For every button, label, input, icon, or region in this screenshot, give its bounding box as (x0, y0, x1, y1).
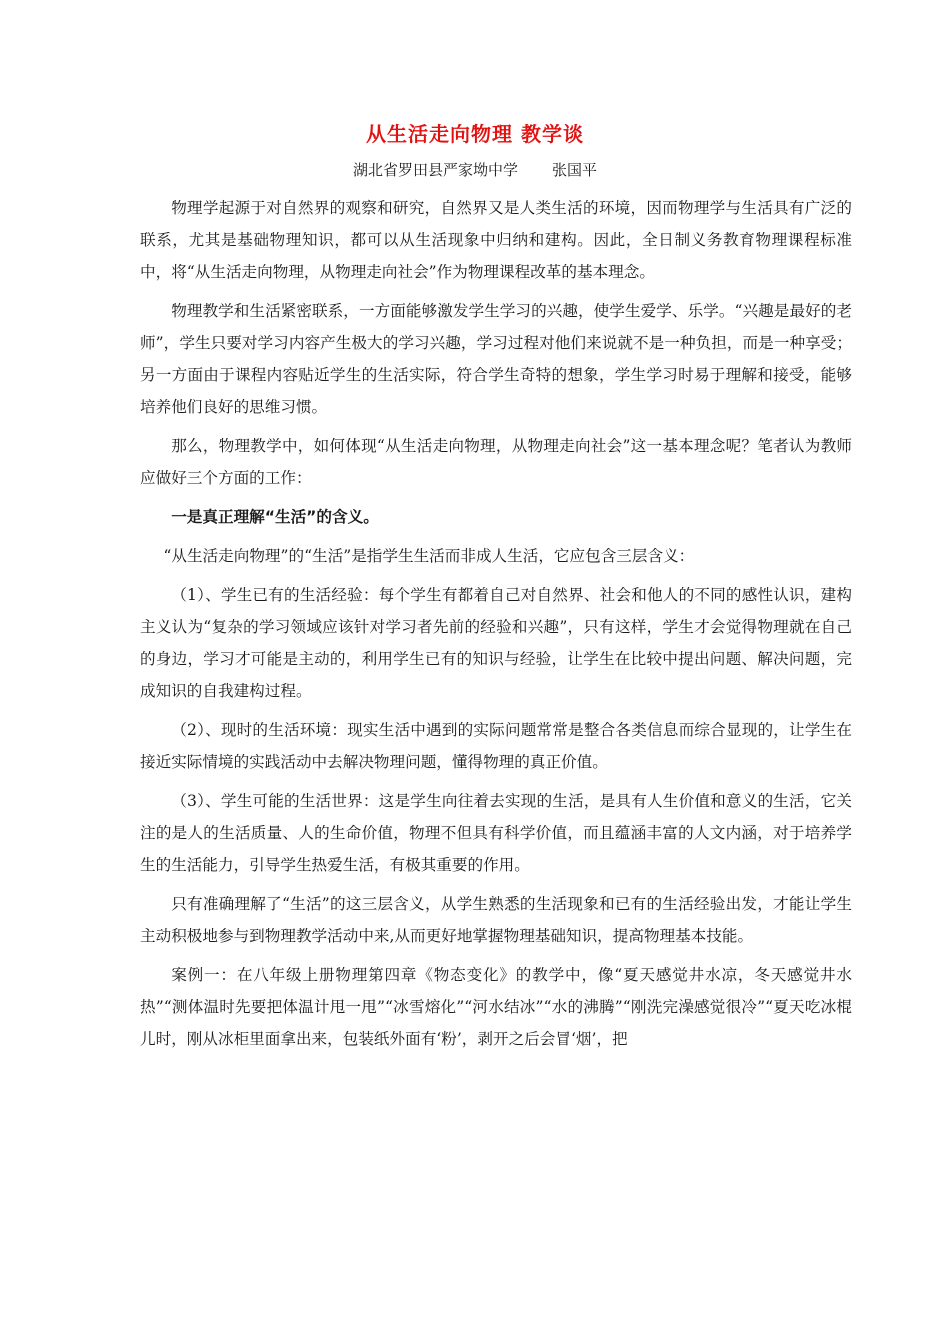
list-item: （2）、现时的生活环境：现实生活中遇到的实际问题常常是整合各类信息而综合显现的，让学生在接近实际情境的实践活动中去解决物理问题，懂得物理的真正价值。 (140, 721, 852, 771)
document-title: 从生活走向物理 教学谈 (366, 122, 584, 146)
paragraph: 物理学起源于对自然界的观察和研究，自然界又是人类生活的环境，因而物理学与生活具有广泛的联系，尤其是基础物理知识，都可以从生活现象中归纳和建构。因此，全日制义务教育物理课程标准中，将“从生活走向物理，从物理走向社会”作为物理课程改革的基本理念。 (140, 199, 852, 281)
author-name: 张国平 (552, 161, 598, 179)
author-school: 湖北省罗田县严家坳中学 (352, 161, 518, 179)
author-line (0, 159, 950, 180)
paragraph: 案例一：在八年级上册物理第四章《物态变化》的教学中，像“夏天感觉井水凉，冬天感觉井水热”“测体温时先要把体温计甩一甩”“冰雪熔化”“河水结冰”“水的沸腾”“刚洗完澡感觉很冷”“夏天吃冰棍儿时，刚从冰柜里面拿出来，包装纸外面有‘粉’，剥开之后会冒‘烟’，把 (140, 966, 852, 1048)
list-item: （1）、学生已有的生活经验：每个学生有都着自己对自然界、社会和他人的不同的感性认识，建构主义认为“复杂的学习领域应该针对学习者先前的经验和兴趣”，只有这样，学生才会觉得物理就在自己的身边，学习才可能是主动的，利用学生已有的知识与经验，让学生在比较中提出问题、解决问题，完成知识的自我建构过程。 (140, 586, 852, 700)
paragraph: 那么，物理教学中，如何体现“从生活走向物理，从物理走向社会”这一基本理念呢？笔者认为教师应做好三个方面的工作： (140, 437, 852, 487)
list-item: （3）、学生可能的生活世界：这是学生向往着去实现的生活，是具有人生价值和意义的生活，它关注的是人的生活质量、人的生命价值，物理不但具有科学价值，而且蕴涵丰富的人文内涵，对于培养学生的生活能力，引导学生热爱生活，有极其重要的作用。 (140, 792, 852, 874)
document-body (140, 192, 852, 1062)
paragraph: 物理教学和生活紧密联系，一方面能够激发学生学习的兴趣，使学生爱学、乐学。“兴趣是最好的老师”，学生只要对学习内容产生极大的学习兴趣，学习过程对他们来说就不是一种负担，而是一种享受；另一方面由于课程内容贴近学生的生活实际，符合学生奇特的想象，学生学习时易于理解和接受，能够培养他们良好的思维习惯。 (140, 302, 852, 416)
paragraph: “从生活走向物理”的“生活”是指学生生活而非成人生活，它应包含三层含义： (163, 547, 695, 565)
paragraph: 只有准确理解了“生活”的这三层含义，从学生熟悉的生活现象和已有的生活经验出发，才能让学生主动积极地参与到物理教学活动中来,从而更好地掌握物理基础知识，提高物理基本技能。 (140, 895, 852, 945)
section-heading: 一是真正理解“生活”的含义。 (171, 508, 379, 526)
